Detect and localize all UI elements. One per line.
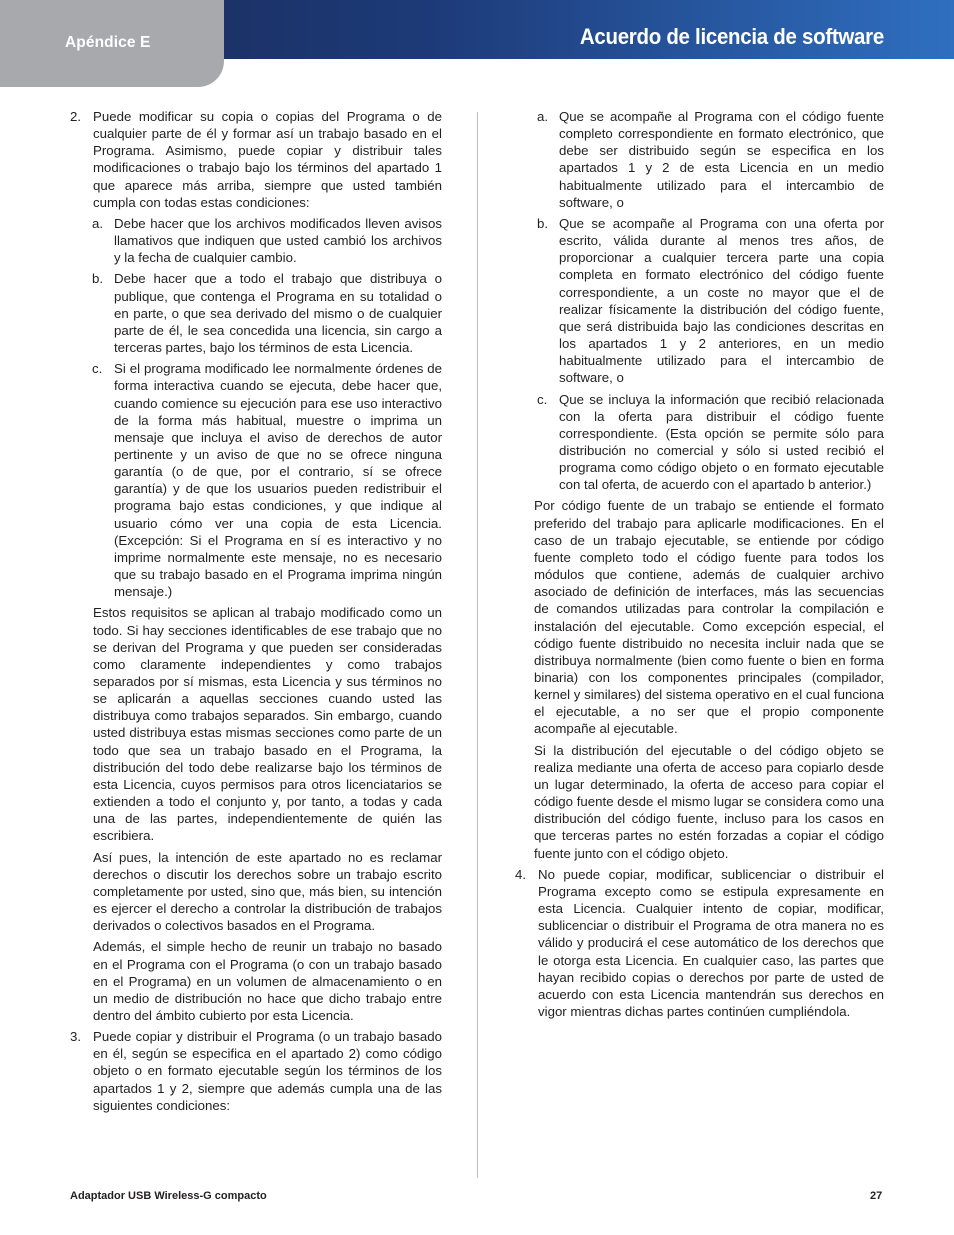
list-marker: 4. (515, 866, 527, 882)
list-item-4 (515, 866, 884, 1020)
right-column (515, 108, 884, 1024)
list-item-2a (92, 215, 442, 266)
paragraph: Así pues, la intención de este apartado no es reclamar derechos o discutir los derechos sobre un trabajo escrito completamente por usted, sino que, más bien, su intención es ejercer el derecho a controlar la distribución de trabajos derivados o colectivos basados en el Programa. (93, 849, 442, 934)
paragraph: Si la distribución del ejecutable o del código objeto se realiza mediante una oferta de acceso para copiarlo desde un lugar determinado, la oferta de acceso para copiar el código fuente desde el mismo lugar se considera como una distribución del código fuente, incluso para los casos en que terceras partes no estén forzadas a copiar el código fuente junto con el código objeto. (534, 742, 884, 861)
list-marker: a. (537, 109, 549, 124)
list-item-2 (70, 108, 442, 211)
item-2b-text: Debe hacer que a todo el trabajo que distribuya o publique, que contenga el Programa en su totalidad o en parte, o que sea derivado del mismo o de cualquier parte de él, le sea concedida una licencia, sin cargo a terceras partes, bajo los términos de esta Licencia. (114, 271, 442, 356)
item-3c-text: Que se incluya la información que recibió relacionada con la oferta para distribuir el código fuente correspondiente. (Esta opción se permite sólo para distribución no comercial y sólo si usted recibió el programa como código objeto o en formato ejecutable con tal oferta, de acuerdo con el apartado b anterior.) (559, 391, 884, 493)
left-column (70, 108, 442, 1118)
item-3-text: Puede copiar y distribuir el Programa (o un trabajo basado en él, según se especifica en el apartado 2) como código objeto o en formato ejecutable según los términos de los apartados 1 y 2, siempre que además cumpla una de las siguientes condiciones: (93, 1029, 442, 1113)
list-item-3a (537, 108, 884, 211)
list-marker: a. (92, 215, 104, 231)
list-marker: b. (537, 215, 549, 231)
list-item-3c (537, 391, 884, 494)
list-marker: c. (537, 391, 548, 407)
appendix-label: Apéndice E (65, 34, 151, 51)
footer-page-number: 27 (870, 1190, 883, 1202)
list-marker: 3. (70, 1029, 82, 1045)
list-marker: c. (92, 361, 103, 377)
appendix-tab (0, 0, 224, 87)
paragraph: Por código fuente de un trabajo se entiende el formato preferido del trabajo para aplicarle modificaciones. En el caso de un trabajo ejecutable, se entiende por código fuente completo todo el código fuente para todos los módulos que contiene, además de cualquier archivo asociado de definición de interfaces, más las secuencias de comandos utilizadas para controlar la compilación e instalación del ejecutable. Como excepción especial, el código fuente distribuido no necesita incluir nada que se distribuya normalmente (bien como fuente o bien en forma binaria) con los componentes principales (compilador, kernel y similares) del sistema operativo en el cual funciona el ejecutable, a no ser que el propio componente acompañe al ejecutable. (534, 498, 884, 737)
item-2a-text: Debe hacer que los archivos modificados lleven avisos llamativos que indiquen que usted cambió los archivos y la fecha de cualquier cambio. (114, 215, 442, 266)
list-item-3b (537, 215, 884, 387)
paragraph: Estos requisitos se aplican al trabajo modificado como un todo. Si hay secciones identificables de ese trabajo que no se derivan del Programa y que pueden ser consideradas como claramente independientes y como trabajos separados por sí mismas, esta Licencia y sus términos no se aplicarán a aquellas secciones cuando usted las distribuya como trabajos separados. Sin embargo, cuando usted distribuya estas mismas secciones como parte de un todo que sea un trabajo basado en el Programa, la distribución del todo debe realizarse bajo los términos de esta Licencia, cuyos permisos para otros licenciatarios se extienden a todo el conjunto y, por tanto, a todas y cada una de las partes, independientemente de quién las escribiera. (93, 605, 442, 844)
item-3b-text: Que se acompañe al Programa con una oferta por escrito, válida durante al menos tres años, de proporcionar a cualquier tercera parte una copia completa en formato electrónico del código fuente correspondiente, a un coste no mayor que el de realizar físicamente la distribución del código fuente, que será distribuida bajo las condiciones descritas en los apartados 1 y 2 anteriores, en un medio habitualmente utilizado para el intercambio de software, o (559, 215, 884, 386)
item-4-text: No puede copiar, modificar, sublicenciar o distribuir el Programa excepto como se estipula expresamente en esta Licencia. Cualquier intento de copiar, modificar, sublicenciar o distribuir el Programa de otra manera no es válido y producirá el cese automático de los derechos que le otorga esta Licencia. En cualquier caso, las partes que hayan recibido copias o derechos por parte de usted de acuerdo con esta Licencia mantendrán sus derechos en vigor mientras dichas partes continúen cumpliéndola. (538, 866, 884, 1019)
list-item-3 (70, 1028, 442, 1114)
item-3a-text: Que se acompañe al Programa con el código fuente completo correspondiente en formato electrónico, que debe ser distribuido según se especifica en los apartados 1 y 2 de esta Licencia en un medio habitualmente utilizado para el intercambio de software, o (559, 109, 884, 210)
list-marker: b. (92, 271, 104, 287)
list-item-2c (92, 360, 442, 600)
footer-product-name: Adaptador USB Wireless-G compacto (70, 1190, 267, 1202)
paragraph: Además, el simple hecho de reunir un trabajo no basado en el Programa con el Programa (o con un trabajo basado en el Programa) en un volumen de almacenamiento o en un medio de distribución no hace que dicho trabajo entre dentro del ámbito cubierto por esta Licencia. (93, 939, 442, 1023)
list-marker: 2. (70, 109, 82, 124)
list-item-2b (92, 270, 442, 356)
item-2-text: Puede modificar su copia o copias del Programa o de cualquier parte de él y formar así un trabajo basado en el Programa. Asimismo, puede copiar y distribuir tales modificaciones o trabajo bajo los términos del apartado 1 que aparece más arriba, siempre que usted también cumpla con todas estas condiciones: (93, 109, 442, 210)
page-title: Acuerdo de licencia de software (579, 24, 884, 49)
item-2c-text: Si el programa modificado lee normalmente órdenes de forma interactiva cuando se ejecuta, debe hacer que, cuando comience su ejecución para ese uso interactivo de la forma más habitual, muestre o imprima un mensaje que incluya el aviso de derechos de autor pertinente y un aviso de que no se ofrece ninguna garantía (o de que, por el contrario, sí se ofrece garantía) y de que los usuarios pueden redistribuir el programa bajo estas condiciones, y que indique al usuario cómo ver una copia de esta Licencia. (Excepción: Si el Programa en sí es interactivo y no imprime normalmente este mensaje, no es necesario que su trabajo basado en el Programa imprima ningún mensaje.) (114, 361, 442, 600)
column-divider (477, 112, 478, 1178)
